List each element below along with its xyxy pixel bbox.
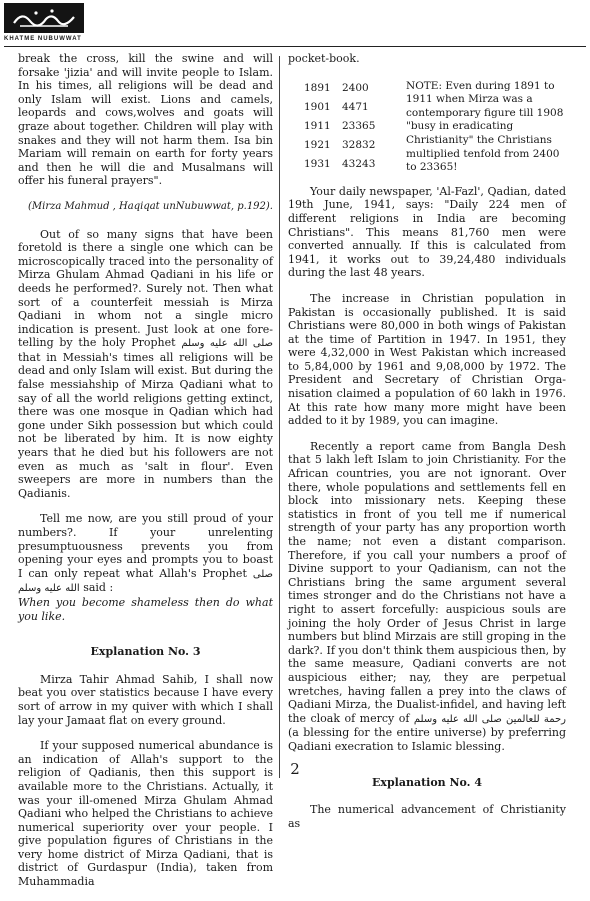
paragraph: If your supposed numerical abundance is an indication of Allah's support to the religion of Qadianis, then this support is available more to the Christians. Actually, it was your ill-omened Mirza Ghulam Ahmad Qadiani who helped the Christians to achieve numerical superiority over your people. I give population figures of Christians in the very home district of Mirza Qadiani, that is district of Gurdaspur (India), taken from Muhammadia: [18, 739, 273, 889]
paragraph-text: that in Messiah's times all religions will be dead and only Islam will exist. But during the false messiahship of Mirza Qadiani what to say of all the world religions getting extinct, there was one mosque in Qadian which had gone under Sikh possession but which could not be liberated by him. It is now eighty years that he died but his followers are not even as much as 'salt in flour'. Even sweepers are more in numbers than the Qadianis.: [18, 350, 273, 500]
logo-calligraphy-box: [4, 3, 84, 33]
column-divider: [279, 56, 280, 778]
year-cell: 1901: [304, 101, 331, 114]
paragraph-text: Recently a report came from Bangla Desh that 5 lakh left Islam to join Christianity. For the African countries, you are not ignorant. Over there, whole populations and settlements fell en block into missionary nets. Keeping these statistics in front of you tell me if numerical strength of your party has any proportion worth the name; not even a distant comparison. Therefore, if you call your numbers a proof of Divine support to your Qadianism, can not the Christians bring the same argument several times stronger and do the Christians not have a right to assert forcefully: auspicious souls are joining the holy Order of Jesus Christ in large numbers but blind Mirzais are still groping in the dark?. If you don't think them auspicious then, by the same measure, Qadiani converts are not auspicious either; nay, they are perpetual wretches, having fallen a prey into the claws of Qadiani Mirza, the Dualist-infidel, and having left the cloak of mercy of: [288, 439, 566, 725]
table-row: [288, 99, 404, 118]
table-row: [288, 156, 404, 175]
population-cell: 23365: [342, 120, 376, 133]
year-cell: 1911: [304, 120, 331, 133]
section-heading: Explanation No. 4: [372, 775, 482, 789]
year-cell: 1891: [304, 82, 331, 95]
population-cell: 4471: [342, 101, 369, 114]
paragraph-text: Tell me now, are you still proud of your numbers?. If your unrelenting presumptuousness prevents you from opening your eyes and prompts you to boast I can only repeat what Allah's Prophet: [18, 512, 273, 580]
paragraph: The increase in Christian population in Pakistan is occasionally published. It is said Christians were 80,000 in both wings of Pakistan at the time of Partition in 1947. In 1951, they were 4,32,000 in West Pakistan which increased to 5,84,000 by 1961 and 9,08,000 by 1972. The President and Secretary of Christian Orga-nisation claimed a population of 60 lakh in 1976. At this rate how many more might have been added to it by 1989, you can imagine.: [288, 291, 566, 428]
population-statistics: [288, 80, 566, 175]
paragraph: [18, 512, 273, 623]
table-row: [288, 80, 404, 99]
paragraph-text: Out of so many signs that have been foretold is there a single one which can be microscopically traced into the personality of Mirza Ghulam Ahmad Qadiani in his life or deeds he performed?. Surely not. Then what sort of a counterfeit messiah is Mirza Qadiani in whom not a single micro indication is present. Just look at one fore-telling by the holy Prophet: [18, 227, 273, 350]
citation: (Mirza Mahmud , Haqiqat unNubuwwat, p.192).: [28, 200, 273, 212]
arabic-phrase: رحمة للعالمين صلى الله عليه وسلم: [413, 713, 566, 725]
calligraphy-logo-icon: [12, 7, 76, 29]
paragraph-text: said :: [83, 581, 114, 595]
paragraph: [288, 440, 566, 754]
table-row: [288, 137, 404, 156]
section-heading: Explanation No. 3: [90, 645, 201, 659]
statistics-note: NOTE: Even during 1891 to 1911 when Mirza was a contemporary figure till 1908 "busy in eradicating Christianity" the Christians multiplied tenfold from 2400 to 23365!: [406, 79, 564, 174]
publication-logo: [4, 3, 88, 45]
paragraph: break the cross, kill the swine and will forsake 'jizia' and will invite people to Islam. In his times, all religions will be dead and only Islam will exist. Lions and camels, leopards and cows,wolves and goats will graze about together. Children will play with snakes and they will not harm them. Isa bin Mariam will remain on earth for forty years and then he will die and Musalmans will offer his funeral prayers".: [18, 52, 273, 188]
logo-caption: KHATME NUBUWWAT: [4, 36, 82, 42]
year-cell: 1931: [304, 158, 331, 171]
paragraph: Mirza Tahir Ahmad Sahib, I shall now beat you over statistics because I have every sort of arrow in my quiver with which I shall lay your Jamaat flat on every ground.: [18, 672, 273, 727]
table-row: [288, 118, 404, 137]
population-cell: 32832: [342, 139, 376, 152]
population-cell: 2400: [342, 82, 369, 95]
right-column: [288, 52, 566, 842]
italic-quote: When you become shameless then do what you like.: [18, 595, 273, 623]
year-cell: 1921: [304, 139, 331, 152]
paragraph-text: (a blessing for the entire universe) by preferring Qadiani execration to Islamic blessing.: [288, 726, 566, 753]
paragraph: Your daily newspaper, 'Al-Fazl', Qadian, dated 19th June, 1941, says: "Daily 224 men of different religions in India are becoming Christians". This means 81,760 men were converted annually. If this is calculated from 1941, it works out to 39,24,480 individuals during the last 48 years.: [288, 184, 566, 280]
salutation-text: صلى الله عليه وسلم: [181, 338, 274, 350]
paragraph: [18, 228, 273, 501]
population-cell: 43243: [342, 158, 376, 171]
salutation-text: صلى الله عليه وسلم: [18, 568, 273, 595]
statistics-table: [288, 80, 404, 175]
page-number: 2: [290, 760, 300, 778]
header-rule: [4, 46, 586, 47]
paragraph: pocket-book.: [288, 52, 360, 65]
paragraph: The numerical advancement of Christianity as: [288, 803, 566, 830]
